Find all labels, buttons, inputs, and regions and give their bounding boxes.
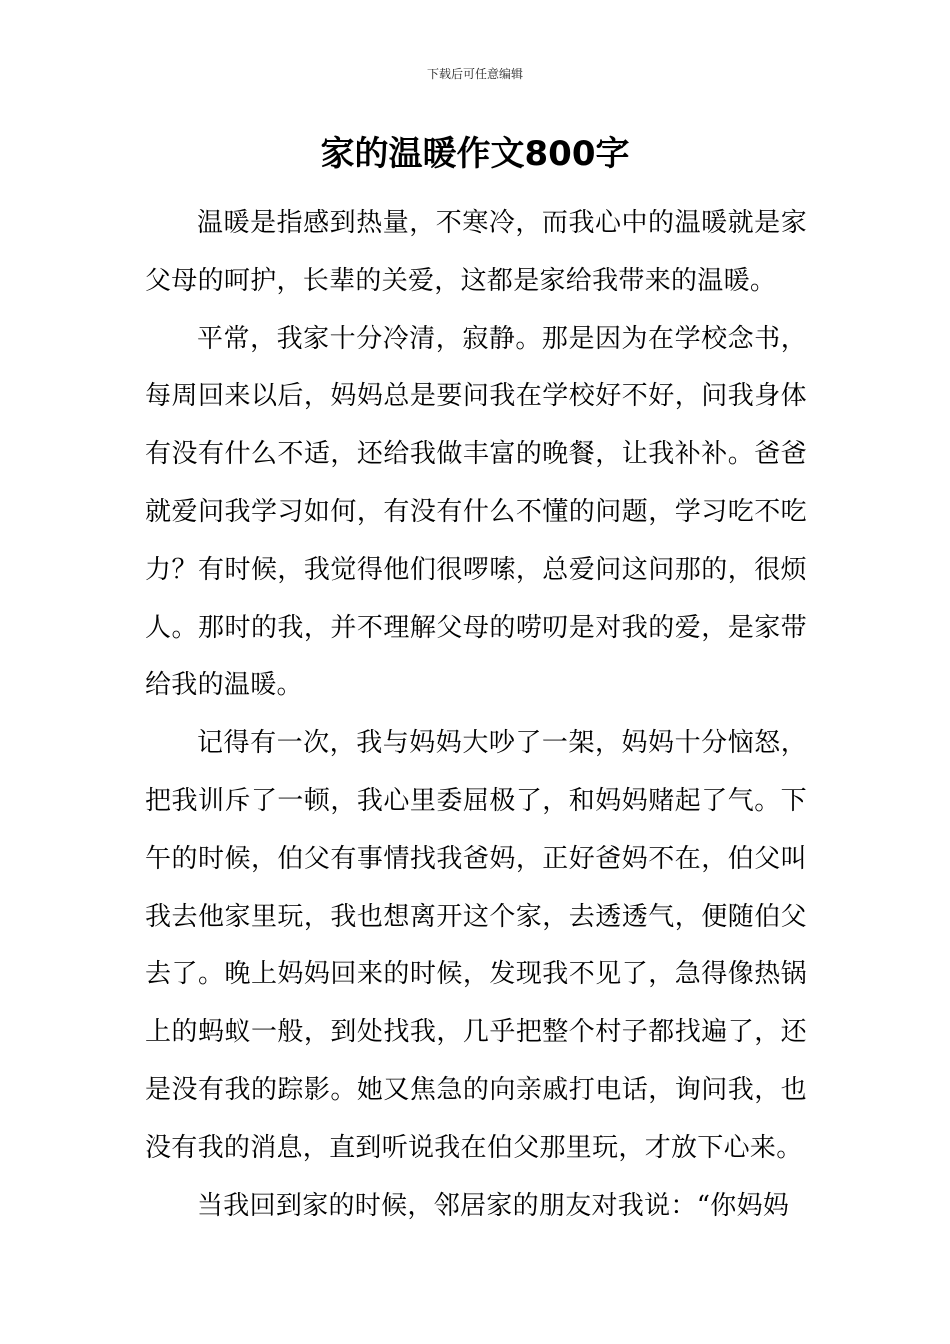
paragraph-4: 当我回到家的时候，邻居家的朋友对我说：“你妈妈 [197,1190,790,1221]
header-note: 下载后可任意编辑 [426,67,523,81]
paragraph-3: 记得有一次，我与妈妈大吵了一架，妈妈十分恼怒，把我训斥了一顿，我心里委屈极了，和妈妈赌起了气。下午的时候，伯父有事情找我爸妈，正好爸妈不在，伯父叫我去他家里玩，我也想离开这个家，去透透气，便随伯父去了。晚上妈妈回来的时候，发现我不见了，急得像热锅上的蚂蚁一般，到处找我，几乎把整个村子都找遍了，还是没有我的踪影。她又焦急的向亲戚打电话，询问我，也没有我的消息，直到听说我在伯父那里玩，才放下心来。 [145,728,807,1163]
paragraph-2: 平常，我家十分冷清，寂静。那是因为在学校念书，每周回来以后，妈妈总是要问我在学校好不好，问我身体有没有什么不适，还给我做丰富的晚餐，让我补补。爸爸就爱问我学习如何，有没有什么不懂的问题，学习吃不吃力？有时候，我觉得他们很啰嗦，总爱问这问那的，很烦人。那时的我，并不理解父母的唠叨是对我的爱，是家带给我的温暖。 [145,323,807,701]
paragraph-1: 温暖是指感到热量，不寒冷，而我心中的温暖就是家父母的呵护，长辈的关爱，这都是家给我带来的温暖。 [145,208,807,296]
document-title: 家的温暖作文800字 [320,134,630,174]
document-body [145,195,807,1235]
